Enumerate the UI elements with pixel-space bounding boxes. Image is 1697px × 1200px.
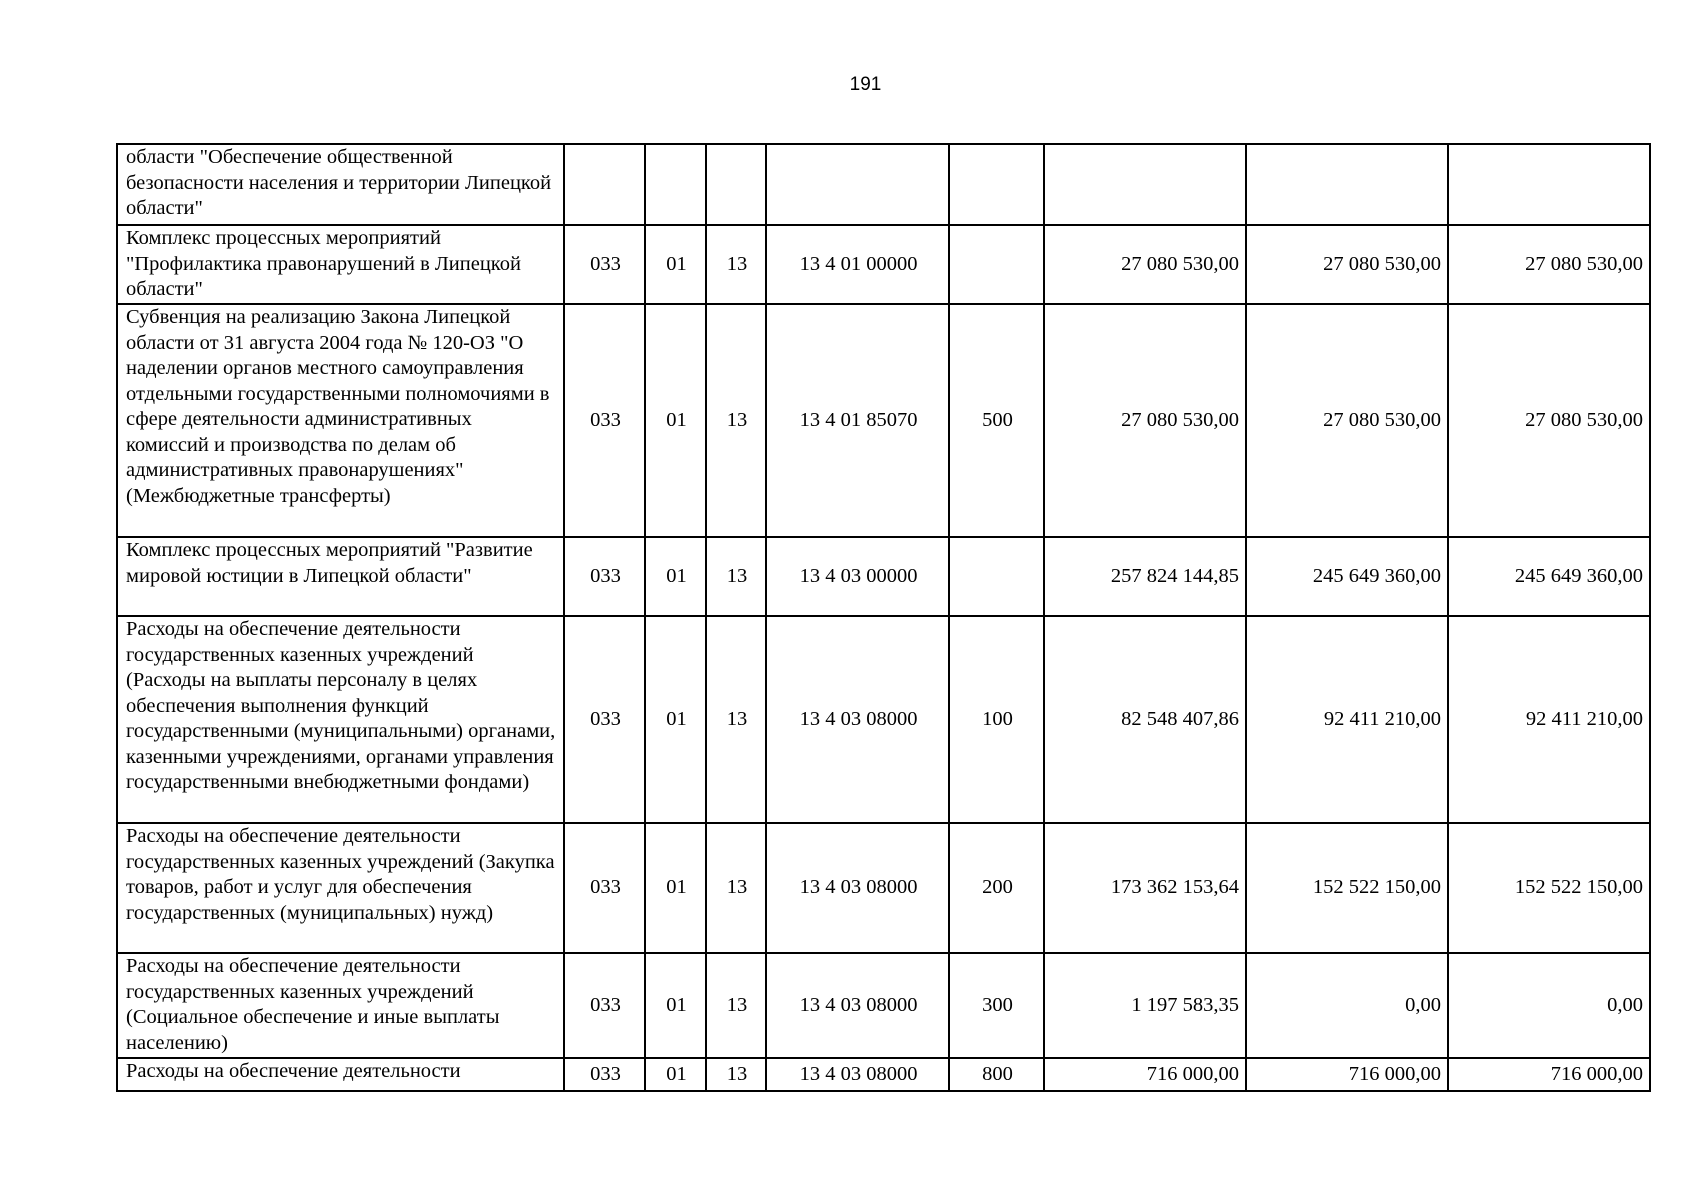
cell-target-code: 13 4 03 00000 bbox=[766, 537, 949, 616]
cell-subsection: 13 bbox=[706, 304, 766, 537]
cell-amount-1: 27 080 530,00 bbox=[1044, 304, 1246, 537]
table-row bbox=[117, 304, 1650, 537]
table-row bbox=[117, 225, 1650, 304]
cell-subsection: 13 bbox=[706, 953, 766, 1058]
cell-expense-type: 800 bbox=[949, 1058, 1044, 1091]
page-number: 191 bbox=[849, 74, 882, 95]
cell-amount-3: 27 080 530,00 bbox=[1448, 225, 1650, 304]
table-row bbox=[117, 953, 1650, 1058]
cell-name: Комплекс процессных мероприятий "Профилактика правонарушений в Липецкой области" bbox=[117, 225, 564, 304]
cell-expense-type: 500 bbox=[949, 304, 1044, 537]
table-row bbox=[117, 616, 1650, 823]
cell-ministry: 033 bbox=[564, 537, 645, 616]
budget-table bbox=[116, 143, 1651, 1092]
table-row bbox=[117, 537, 1650, 616]
cell-amount-3: 152 522 150,00 bbox=[1448, 823, 1650, 953]
cell-target-code: 13 4 03 08000 bbox=[766, 1058, 949, 1091]
cell-target-code: 13 4 03 08000 bbox=[766, 823, 949, 953]
cell-amount-1: 716 000,00 bbox=[1044, 1058, 1246, 1091]
cell-amount-2: 27 080 530,00 bbox=[1246, 304, 1448, 537]
cell-subsection bbox=[706, 144, 766, 225]
cell-target-code: 13 4 01 85070 bbox=[766, 304, 949, 537]
cell-section: 01 bbox=[645, 537, 706, 616]
cell-ministry: 033 bbox=[564, 616, 645, 823]
cell-amount-2: 27 080 530,00 bbox=[1246, 225, 1448, 304]
cell-section: 01 bbox=[645, 304, 706, 537]
cell-expense-type: 100 bbox=[949, 616, 1044, 823]
cell-amount-2: 152 522 150,00 bbox=[1246, 823, 1448, 953]
cell-subsection: 13 bbox=[706, 1058, 766, 1091]
cell-amount-1: 82 548 407,86 bbox=[1044, 616, 1246, 823]
cell-subsection: 13 bbox=[706, 616, 766, 823]
cell-amount-3: 27 080 530,00 bbox=[1448, 304, 1650, 537]
cell-amount-1 bbox=[1044, 144, 1246, 225]
table-row bbox=[117, 823, 1650, 953]
cell-ministry: 033 bbox=[564, 953, 645, 1058]
cell-name: Расходы на обеспечение деятельности bbox=[117, 1058, 564, 1091]
cell-target-code bbox=[766, 144, 949, 225]
cell-ministry: 033 bbox=[564, 823, 645, 953]
cell-ministry: 033 bbox=[564, 304, 645, 537]
cell-name: Субвенция на реализацию Закона Липецкой области от 31 августа 2004 года № 120-ОЗ "О наделении органов местного самоуправления отдельными государственными полномочиями в сфере деятельности административных комиссий и производства по делам об административных правонарушениях" (Межбюджетные трансферты) bbox=[117, 304, 564, 537]
cell-section: 01 bbox=[645, 823, 706, 953]
cell-expense-type: 200 bbox=[949, 823, 1044, 953]
cell-amount-2: 716 000,00 bbox=[1246, 1058, 1448, 1091]
cell-target-code: 13 4 01 00000 bbox=[766, 225, 949, 304]
cell-amount-2 bbox=[1246, 144, 1448, 225]
cell-name: области "Обеспечение общественной безопасности населения и территории Липецкой области" bbox=[117, 144, 564, 225]
cell-expense-type bbox=[949, 225, 1044, 304]
cell-amount-1: 27 080 530,00 bbox=[1044, 225, 1246, 304]
cell-expense-type bbox=[949, 537, 1044, 616]
cell-amount-2: 0,00 bbox=[1246, 953, 1448, 1058]
cell-name: Комплекс процессных мероприятий "Развитие мировой юстиции в Липецкой области" bbox=[117, 537, 564, 616]
cell-section: 01 bbox=[645, 616, 706, 823]
cell-amount-1: 257 824 144,85 bbox=[1044, 537, 1246, 616]
cell-ministry: 033 bbox=[564, 225, 645, 304]
cell-amount-2: 92 411 210,00 bbox=[1246, 616, 1448, 823]
cell-expense-type bbox=[949, 144, 1044, 225]
cell-name: Расходы на обеспечение деятельности государственных казенных учреждений (Закупка товаров, работ и услуг для обеспечения государственных (муниципальных) нужд) bbox=[117, 823, 564, 953]
cell-amount-3: 92 411 210,00 bbox=[1448, 616, 1650, 823]
cell-amount-3 bbox=[1448, 144, 1650, 225]
cell-expense-type: 300 bbox=[949, 953, 1044, 1058]
cell-amount-1: 1 197 583,35 bbox=[1044, 953, 1246, 1058]
cell-section bbox=[645, 144, 706, 225]
cell-subsection: 13 bbox=[706, 225, 766, 304]
cell-ministry: 033 bbox=[564, 1058, 645, 1091]
cell-subsection: 13 bbox=[706, 537, 766, 616]
cell-subsection: 13 bbox=[706, 823, 766, 953]
cell-amount-1: 173 362 153,64 bbox=[1044, 823, 1246, 953]
cell-ministry bbox=[564, 144, 645, 225]
cell-amount-3: 0,00 bbox=[1448, 953, 1650, 1058]
table-row bbox=[117, 144, 1650, 225]
cell-amount-3: 245 649 360,00 bbox=[1448, 537, 1650, 616]
cell-section: 01 bbox=[645, 953, 706, 1058]
cell-name: Расходы на обеспечение деятельности государственных казенных учреждений (Расходы на выплаты персоналу в целях обеспечения выполнения функций государственными (муниципальными) органами, казенными учреждениями, органами управления государственными внебюджетными фондами) bbox=[117, 616, 564, 823]
cell-target-code: 13 4 03 08000 bbox=[766, 616, 949, 823]
cell-section: 01 bbox=[645, 1058, 706, 1091]
table-row bbox=[117, 1058, 1650, 1091]
cell-section: 01 bbox=[645, 225, 706, 304]
cell-target-code: 13 4 03 08000 bbox=[766, 953, 949, 1058]
cell-amount-2: 245 649 360,00 bbox=[1246, 537, 1448, 616]
cell-amount-3: 716 000,00 bbox=[1448, 1058, 1650, 1091]
cell-name: Расходы на обеспечение деятельности государственных казенных учреждений (Социальное обеспечение и иные выплаты населению) bbox=[117, 953, 564, 1058]
